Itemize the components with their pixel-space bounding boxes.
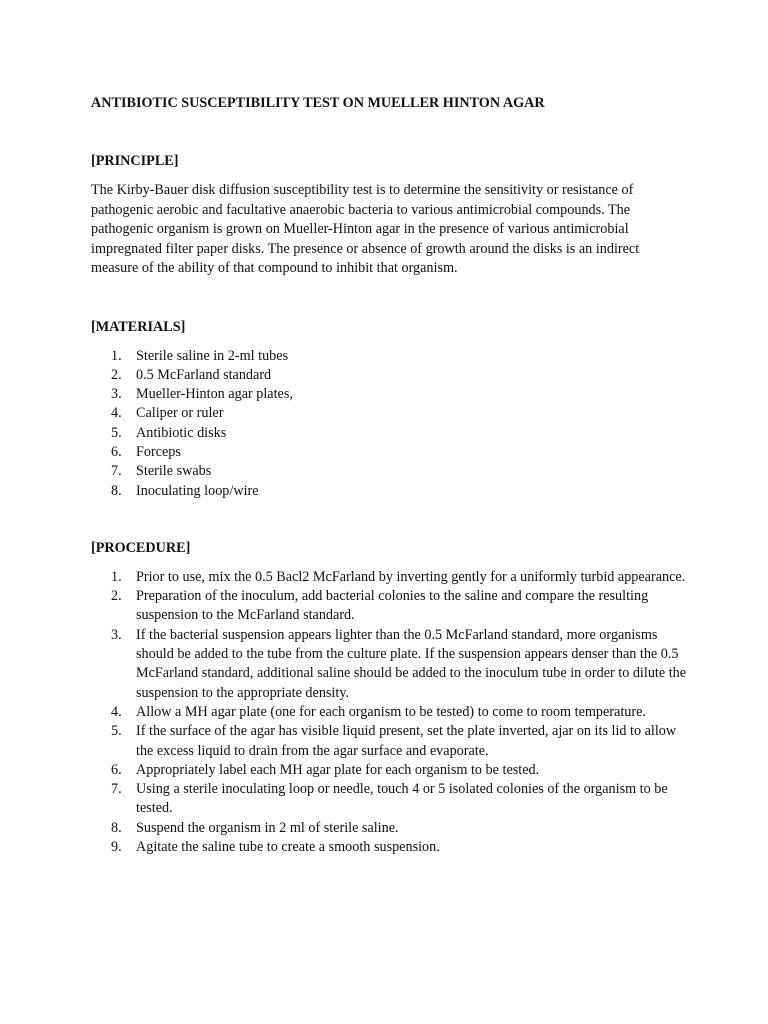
step-number: 8. <box>111 819 122 836</box>
step-number: 7. <box>111 781 122 798</box>
list-number: 7. <box>111 463 122 480</box>
procedure-step <box>91 780 688 819</box>
list-number: 1. <box>111 347 122 364</box>
procedure-step <box>91 819 688 838</box>
procedure-heading: [PROCEDURE] <box>91 539 191 556</box>
materials-list-item <box>91 366 688 385</box>
materials-list <box>91 347 691 501</box>
materials-list-item <box>91 443 688 462</box>
step-number: 4. <box>111 703 122 720</box>
list-number: 2. <box>111 366 122 383</box>
list-number: 8. <box>111 482 122 499</box>
step-text: If the surface of the agar has visible liquid present, set the plate inverted, ajar on its lid to allow the excess liquid to drain from the agar surface and evaporate. <box>136 723 677 759</box>
step-text: Preparation of the inoculum, add bacterial colonies to the saline and compare the resulting suspension to the McFarland standard. <box>136 588 649 624</box>
materials-list-item <box>91 347 688 366</box>
materials-list-item <box>91 462 688 481</box>
materials-list-item <box>91 482 688 501</box>
materials-list-item <box>91 424 688 443</box>
step-text: If the bacterial suspension appears lighter than the 0.5 McFarland standard, more organisms should be added to the tube from the culture plate. If the suspension appears denser than the 0.5 McFarland standard, additional saline should be added to the inoculum tube in order to dilute the suspension to the appropriate density. <box>136 626 687 701</box>
step-text: Allow a MH agar plate (one for each organism to be tested) to come to room temperature. <box>136 703 646 720</box>
list-item-text: Mueller-Hinton agar plates, <box>136 386 293 403</box>
procedure-list <box>91 568 691 857</box>
step-number: 6. <box>111 761 122 778</box>
list-item-text: Sterile saline in 2-ml tubes <box>136 347 289 364</box>
principle-heading: [PRINCIPLE] <box>91 153 179 169</box>
list-number: 3. <box>111 386 122 403</box>
list-item-text: Inoculating loop/wire <box>136 482 259 499</box>
document-page <box>91 94 691 857</box>
list-number: 6. <box>111 443 122 460</box>
list-number: 4. <box>111 405 122 422</box>
procedure-step <box>91 722 688 761</box>
step-number: 3. <box>111 626 122 643</box>
materials-list-item <box>91 385 688 404</box>
list-item-text: Antibiotic disks <box>136 424 227 441</box>
procedure-step <box>91 703 688 722</box>
step-number: 9. <box>111 839 122 856</box>
list-number: 5. <box>111 424 122 441</box>
principle-paragraph: The Kirby-Bauer disk diffusion susceptibility test is to determine the sensitivity or resistance of pathogenic aerobic and facultative anaerobic bacteria to various antimicrobial compounds. The pathogenic organism is grown on Mueller-Hinton agar in the presence of various antimicrobial impregnated filter paper disks. The presence or absence of growth around the disks is an indirect measure of the ability of that compound to inhibit that organism. <box>91 182 640 276</box>
step-text: Using a sterile inoculating loop or needle, touch 4 or 5 isolated colonies of the organism to be tested. <box>136 781 668 817</box>
step-text: Appropriately label each MH agar plate for each organism to be tested. <box>136 761 540 778</box>
list-item-text: 0.5 McFarland standard <box>136 366 272 383</box>
materials-list-item <box>91 404 688 423</box>
materials-heading: [MATERIALS] <box>91 318 186 335</box>
procedure-step <box>91 761 688 780</box>
step-number: 1. <box>111 568 122 585</box>
step-number: 5. <box>111 723 122 740</box>
list-item-text: Caliper or ruler <box>136 405 224 422</box>
step-number: 2. <box>111 588 122 605</box>
step-text: Prior to use, mix the 0.5 Bacl2 McFarland by inverting gently for a uniformly turbid appearance. <box>136 568 686 585</box>
step-text: Suspend the organism in 2 ml of sterile saline. <box>136 819 399 836</box>
procedure-step <box>91 568 688 587</box>
document-title: ANTIBIOTIC SUSCEPTIBILITY TEST ON MUELLER HINTON AGAR <box>91 95 545 111</box>
procedure-step <box>91 587 688 626</box>
procedure-step <box>91 838 688 857</box>
list-item-text: Sterile swabs <box>136 463 212 480</box>
list-item-text: Forceps <box>136 443 181 460</box>
procedure-step <box>91 626 688 703</box>
step-text: Agitate the saline tube to create a smooth suspension. <box>136 839 440 856</box>
